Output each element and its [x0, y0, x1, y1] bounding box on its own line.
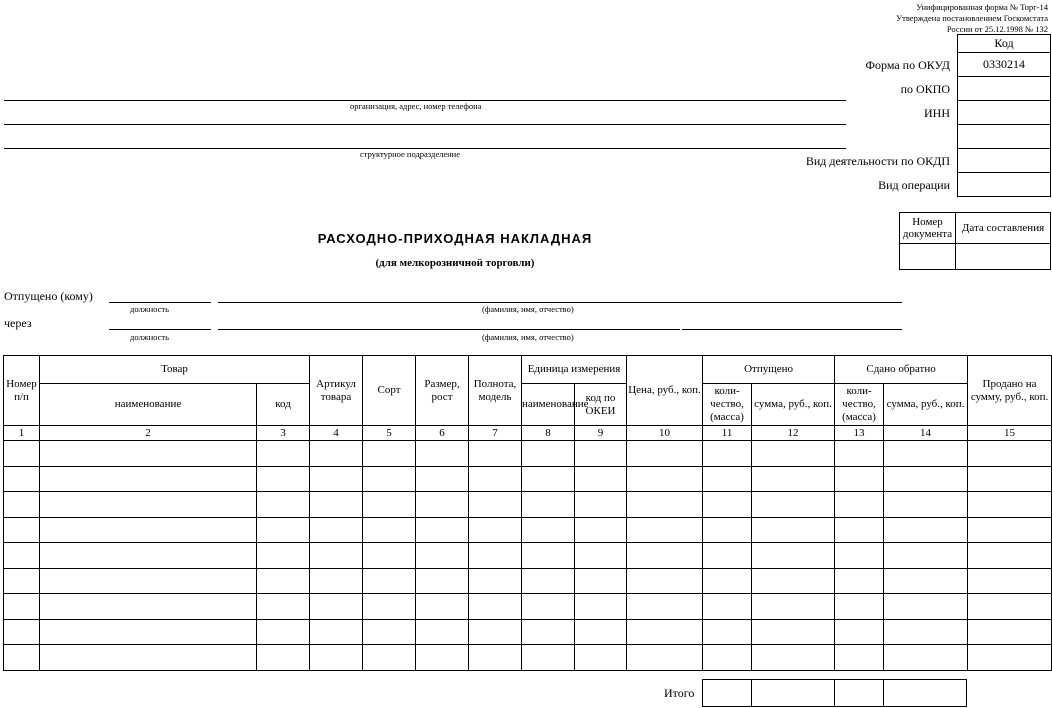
via-name-line[interactable]	[218, 329, 680, 330]
form-header-line1: Унифицированная форма № Торг-14	[916, 2, 1048, 12]
table-cell[interactable]	[363, 517, 416, 543]
col-number: 15	[968, 426, 1052, 441]
col-header-article: Артикул товара	[310, 356, 363, 426]
table-cell[interactable]	[575, 543, 627, 569]
col-number: 4	[310, 426, 363, 441]
table-cell[interactable]	[522, 594, 575, 620]
table-cell[interactable]	[416, 466, 469, 492]
table-cell[interactable]	[469, 619, 522, 645]
table-row	[4, 466, 1052, 492]
operation-label: Вид операции	[878, 178, 950, 192]
col-header-returned-qty: коли-чество, (масса)	[835, 384, 884, 426]
table-cell[interactable]	[310, 619, 363, 645]
table-cell[interactable]	[752, 543, 835, 569]
table-cell[interactable]	[416, 619, 469, 645]
col-header-sort: Сорт	[363, 356, 416, 426]
table-cell[interactable]	[363, 543, 416, 569]
table-cell[interactable]	[4, 619, 40, 645]
table-cell[interactable]	[310, 594, 363, 620]
org-caption: организация, адрес, номер телефона	[350, 101, 482, 111]
col-header-price: Цена, руб., коп.	[627, 356, 703, 426]
total-row	[702, 679, 967, 707]
table-cell[interactable]	[752, 568, 835, 594]
table-cell[interactable]	[752, 645, 835, 671]
table-cell[interactable]	[416, 568, 469, 594]
col-header-released: Отпущено	[703, 356, 835, 384]
col-header-unit-okei: код по ОКЕИ	[575, 384, 627, 426]
table-cell[interactable]	[627, 543, 703, 569]
table-cell[interactable]	[416, 517, 469, 543]
table-cell[interactable]	[752, 619, 835, 645]
table-cell[interactable]	[257, 466, 310, 492]
col-header-unit-name: наименование	[522, 384, 575, 426]
col-number: 3	[257, 426, 310, 441]
col-number: 1	[4, 426, 40, 441]
table-cell[interactable]	[835, 568, 884, 594]
document-subtitle: (для мелкорозничной торговли)	[375, 257, 535, 269]
table-cell[interactable]	[40, 594, 257, 620]
doc-number-value[interactable]	[900, 244, 956, 270]
inn-code-cell[interactable]	[958, 101, 1051, 125]
table-cell[interactable]	[968, 517, 1052, 543]
table-cell[interactable]	[310, 441, 363, 467]
table-cell[interactable]	[884, 441, 968, 467]
table-cell[interactable]	[363, 645, 416, 671]
table-cell[interactable]	[703, 568, 752, 594]
table-cell[interactable]	[627, 645, 703, 671]
col-header-goods-name: наименование	[40, 384, 257, 426]
table-cell[interactable]	[40, 492, 257, 518]
table-cell[interactable]	[257, 492, 310, 518]
table-cell[interactable]	[835, 466, 884, 492]
table-cell[interactable]	[835, 645, 884, 671]
table-cell[interactable]	[522, 466, 575, 492]
col-header-size: Размер, рост	[416, 356, 469, 426]
table-row	[4, 492, 1052, 518]
via-position-caption: должность	[130, 332, 169, 342]
table-cell[interactable]	[469, 492, 522, 518]
via-position-line[interactable]	[109, 329, 211, 330]
col-number: 13	[835, 426, 884, 441]
table-cell[interactable]	[257, 543, 310, 569]
table-cell[interactable]	[310, 543, 363, 569]
table-cell[interactable]	[522, 619, 575, 645]
table-cell[interactable]	[835, 441, 884, 467]
col-header-num: Номер п/п	[4, 356, 40, 426]
table-cell[interactable]	[4, 594, 40, 620]
table-cell[interactable]	[40, 466, 257, 492]
total-returned-sum[interactable]	[884, 680, 967, 707]
table-cell[interactable]	[363, 619, 416, 645]
table-cell[interactable]	[968, 466, 1052, 492]
table-cell[interactable]	[703, 619, 752, 645]
issued-name-line[interactable]	[218, 302, 902, 303]
table-cell[interactable]	[4, 441, 40, 467]
table-row	[4, 441, 1052, 467]
table-cell[interactable]	[627, 594, 703, 620]
table-row	[4, 619, 1052, 645]
table-cell[interactable]	[522, 517, 575, 543]
table-cell[interactable]	[968, 543, 1052, 569]
column-numbers-row	[4, 426, 1052, 441]
table-cell[interactable]	[257, 441, 310, 467]
table-cell[interactable]	[703, 543, 752, 569]
table-cell[interactable]	[703, 441, 752, 467]
table-cell[interactable]	[257, 645, 310, 671]
table-cell[interactable]	[627, 441, 703, 467]
col-header-returned-sum: сумма, руб., коп.	[884, 384, 968, 426]
okpo-code-cell[interactable]	[958, 77, 1051, 101]
table-cell[interactable]	[884, 517, 968, 543]
department-caption: структурное подразделение	[360, 149, 460, 159]
doc-date-value[interactable]	[956, 244, 1051, 270]
table-cell[interactable]	[257, 517, 310, 543]
code-table	[957, 34, 1051, 197]
table-cell[interactable]	[752, 466, 835, 492]
table-cell[interactable]	[4, 645, 40, 671]
table-cell[interactable]	[310, 466, 363, 492]
table-cell[interactable]	[363, 441, 416, 467]
table-cell[interactable]	[884, 466, 968, 492]
table-row	[4, 568, 1052, 594]
okpo-label: по ОКПО	[900, 82, 950, 96]
table-cell[interactable]	[310, 568, 363, 594]
table-cell[interactable]	[884, 543, 968, 569]
table-cell[interactable]	[884, 619, 968, 645]
table-cell[interactable]	[575, 492, 627, 518]
table-cell[interactable]	[522, 645, 575, 671]
table-row	[4, 645, 1052, 671]
col-number: 11	[703, 426, 752, 441]
table-cell[interactable]	[703, 517, 752, 543]
table-cell[interactable]	[884, 594, 968, 620]
table-cell[interactable]	[575, 645, 627, 671]
table-cell[interactable]	[469, 594, 522, 620]
col-header-unit: Единица измерения	[522, 356, 627, 384]
table-cell[interactable]	[575, 517, 627, 543]
table-cell[interactable]	[363, 466, 416, 492]
issued-position-line[interactable]	[109, 302, 211, 303]
table-cell[interactable]	[968, 492, 1052, 518]
issued-name-caption: (фамилия, имя, отчество)	[482, 304, 574, 314]
total-released-qty[interactable]	[703, 680, 752, 707]
table-cell[interactable]	[884, 568, 968, 594]
via-label: через	[4, 316, 32, 330]
total-released-sum[interactable]	[752, 680, 835, 707]
table-cell[interactable]	[752, 594, 835, 620]
table-cell[interactable]	[752, 441, 835, 467]
col-number: 5	[363, 426, 416, 441]
table-cell[interactable]	[703, 466, 752, 492]
table-cell[interactable]	[40, 645, 257, 671]
doc-number-table	[899, 212, 1051, 270]
table-cell[interactable]	[40, 568, 257, 594]
table-row	[4, 543, 1052, 569]
table-cell[interactable]	[575, 568, 627, 594]
table-cell[interactable]	[257, 568, 310, 594]
goods-table	[3, 355, 1052, 671]
operation-code-cell[interactable]	[958, 173, 1051, 197]
okdp-code-cell[interactable]	[958, 149, 1051, 173]
table-cell[interactable]	[416, 441, 469, 467]
table-cell[interactable]	[469, 466, 522, 492]
table-cell[interactable]	[575, 466, 627, 492]
table-cell[interactable]	[884, 645, 968, 671]
form-header	[788, 2, 1048, 35]
table-cell[interactable]	[363, 568, 416, 594]
col-header-released-sum: сумма, руб., коп.	[752, 384, 835, 426]
col-number: 14	[884, 426, 968, 441]
col-header-fullness: Полнота, модель	[469, 356, 522, 426]
table-cell[interactable]	[522, 568, 575, 594]
table-cell[interactable]	[469, 568, 522, 594]
table-cell[interactable]	[968, 594, 1052, 620]
issued-position-caption: должность	[130, 304, 169, 314]
table-cell[interactable]	[363, 492, 416, 518]
table-cell[interactable]	[627, 517, 703, 543]
table-cell[interactable]	[40, 543, 257, 569]
table-cell[interactable]	[968, 645, 1052, 671]
table-cell[interactable]	[4, 517, 40, 543]
col-header-sold: Продано на сумму, руб., коп.	[968, 356, 1052, 426]
document-title: РАСХОДНО-ПРИХОДНАЯ НАКЛАДНАЯ	[317, 231, 593, 246]
table-cell[interactable]	[835, 517, 884, 543]
col-header-returned: Сдано обратно	[835, 356, 968, 384]
table-cell[interactable]	[416, 543, 469, 569]
table-cell[interactable]	[835, 619, 884, 645]
table-cell[interactable]	[416, 492, 469, 518]
table-cell[interactable]	[752, 492, 835, 518]
table-cell[interactable]	[835, 543, 884, 569]
table-cell[interactable]	[522, 492, 575, 518]
table-cell[interactable]	[627, 492, 703, 518]
table-cell[interactable]	[968, 568, 1052, 594]
code-header: Код	[958, 35, 1051, 53]
col-number: 8	[522, 426, 575, 441]
table-cell[interactable]	[310, 517, 363, 543]
col-header-released-qty: коли-чество, (масса)	[703, 384, 752, 426]
table-cell[interactable]	[884, 492, 968, 518]
col-number: 7	[469, 426, 522, 441]
table-cell[interactable]	[4, 543, 40, 569]
table-cell[interactable]	[4, 492, 40, 518]
table-cell[interactable]	[310, 645, 363, 671]
doc-number-header: Номер документа	[900, 213, 956, 244]
col-header-goods-code: код	[257, 384, 310, 426]
col-number: 12	[752, 426, 835, 441]
table-cell[interactable]	[310, 492, 363, 518]
table-cell[interactable]	[835, 492, 884, 518]
total-label: Итого	[664, 686, 695, 700]
table-cell[interactable]	[703, 594, 752, 620]
inn-label: ИНН	[924, 106, 950, 120]
table-cell[interactable]	[575, 441, 627, 467]
issued-to-label: Отпущено (кому)	[4, 289, 93, 303]
table-cell[interactable]	[40, 619, 257, 645]
table-cell[interactable]	[575, 619, 627, 645]
table-row	[4, 517, 1052, 543]
org-line-2[interactable]	[4, 124, 846, 125]
table-cell[interactable]	[416, 645, 469, 671]
form-header-line3: России от 25.12.1998 № 132	[946, 24, 1048, 34]
table-cell[interactable]	[703, 492, 752, 518]
table-cell[interactable]	[40, 441, 257, 467]
table-cell[interactable]	[257, 619, 310, 645]
table-cell[interactable]	[835, 594, 884, 620]
table-cell[interactable]	[627, 568, 703, 594]
table-cell[interactable]	[968, 619, 1052, 645]
table-cell[interactable]	[416, 594, 469, 620]
col-number: 6	[416, 426, 469, 441]
table-cell[interactable]	[469, 517, 522, 543]
table-cell[interactable]	[703, 645, 752, 671]
table-cell[interactable]	[752, 517, 835, 543]
table-cell[interactable]	[469, 441, 522, 467]
okdp-label: Вид деятельности по ОКДП	[805, 154, 950, 168]
col-number: 2	[40, 426, 257, 441]
table-row	[4, 594, 1052, 620]
via-name-line-2[interactable]	[682, 329, 902, 330]
table-cell[interactable]	[257, 594, 310, 620]
col-number: 10	[627, 426, 703, 441]
table-cell[interactable]	[4, 568, 40, 594]
table-cell[interactable]	[627, 619, 703, 645]
total-returned-qty[interactable]	[835, 680, 884, 707]
form-header-line2: Утверждена постановлением Госкомстата	[896, 13, 1048, 23]
table-cell[interactable]	[522, 441, 575, 467]
table-cell[interactable]	[363, 594, 416, 620]
table-cell[interactable]	[469, 645, 522, 671]
table-cell[interactable]	[40, 517, 257, 543]
doc-date-header: Дата составления	[956, 213, 1051, 244]
col-header-goods: Товар	[40, 356, 310, 384]
table-cell[interactable]	[968, 441, 1052, 467]
table-cell[interactable]	[522, 543, 575, 569]
okud-code-cell[interactable]: 0330214	[958, 53, 1051, 77]
col-number: 9	[575, 426, 627, 441]
table-cell[interactable]	[575, 594, 627, 620]
okud-label: Форма по ОКУД	[865, 58, 950, 72]
blank-code-cell[interactable]	[958, 125, 1051, 149]
table-cell[interactable]	[4, 466, 40, 492]
via-name-caption: (фамилия, имя, отчество)	[482, 332, 574, 342]
table-cell[interactable]	[627, 466, 703, 492]
table-cell[interactable]	[469, 543, 522, 569]
